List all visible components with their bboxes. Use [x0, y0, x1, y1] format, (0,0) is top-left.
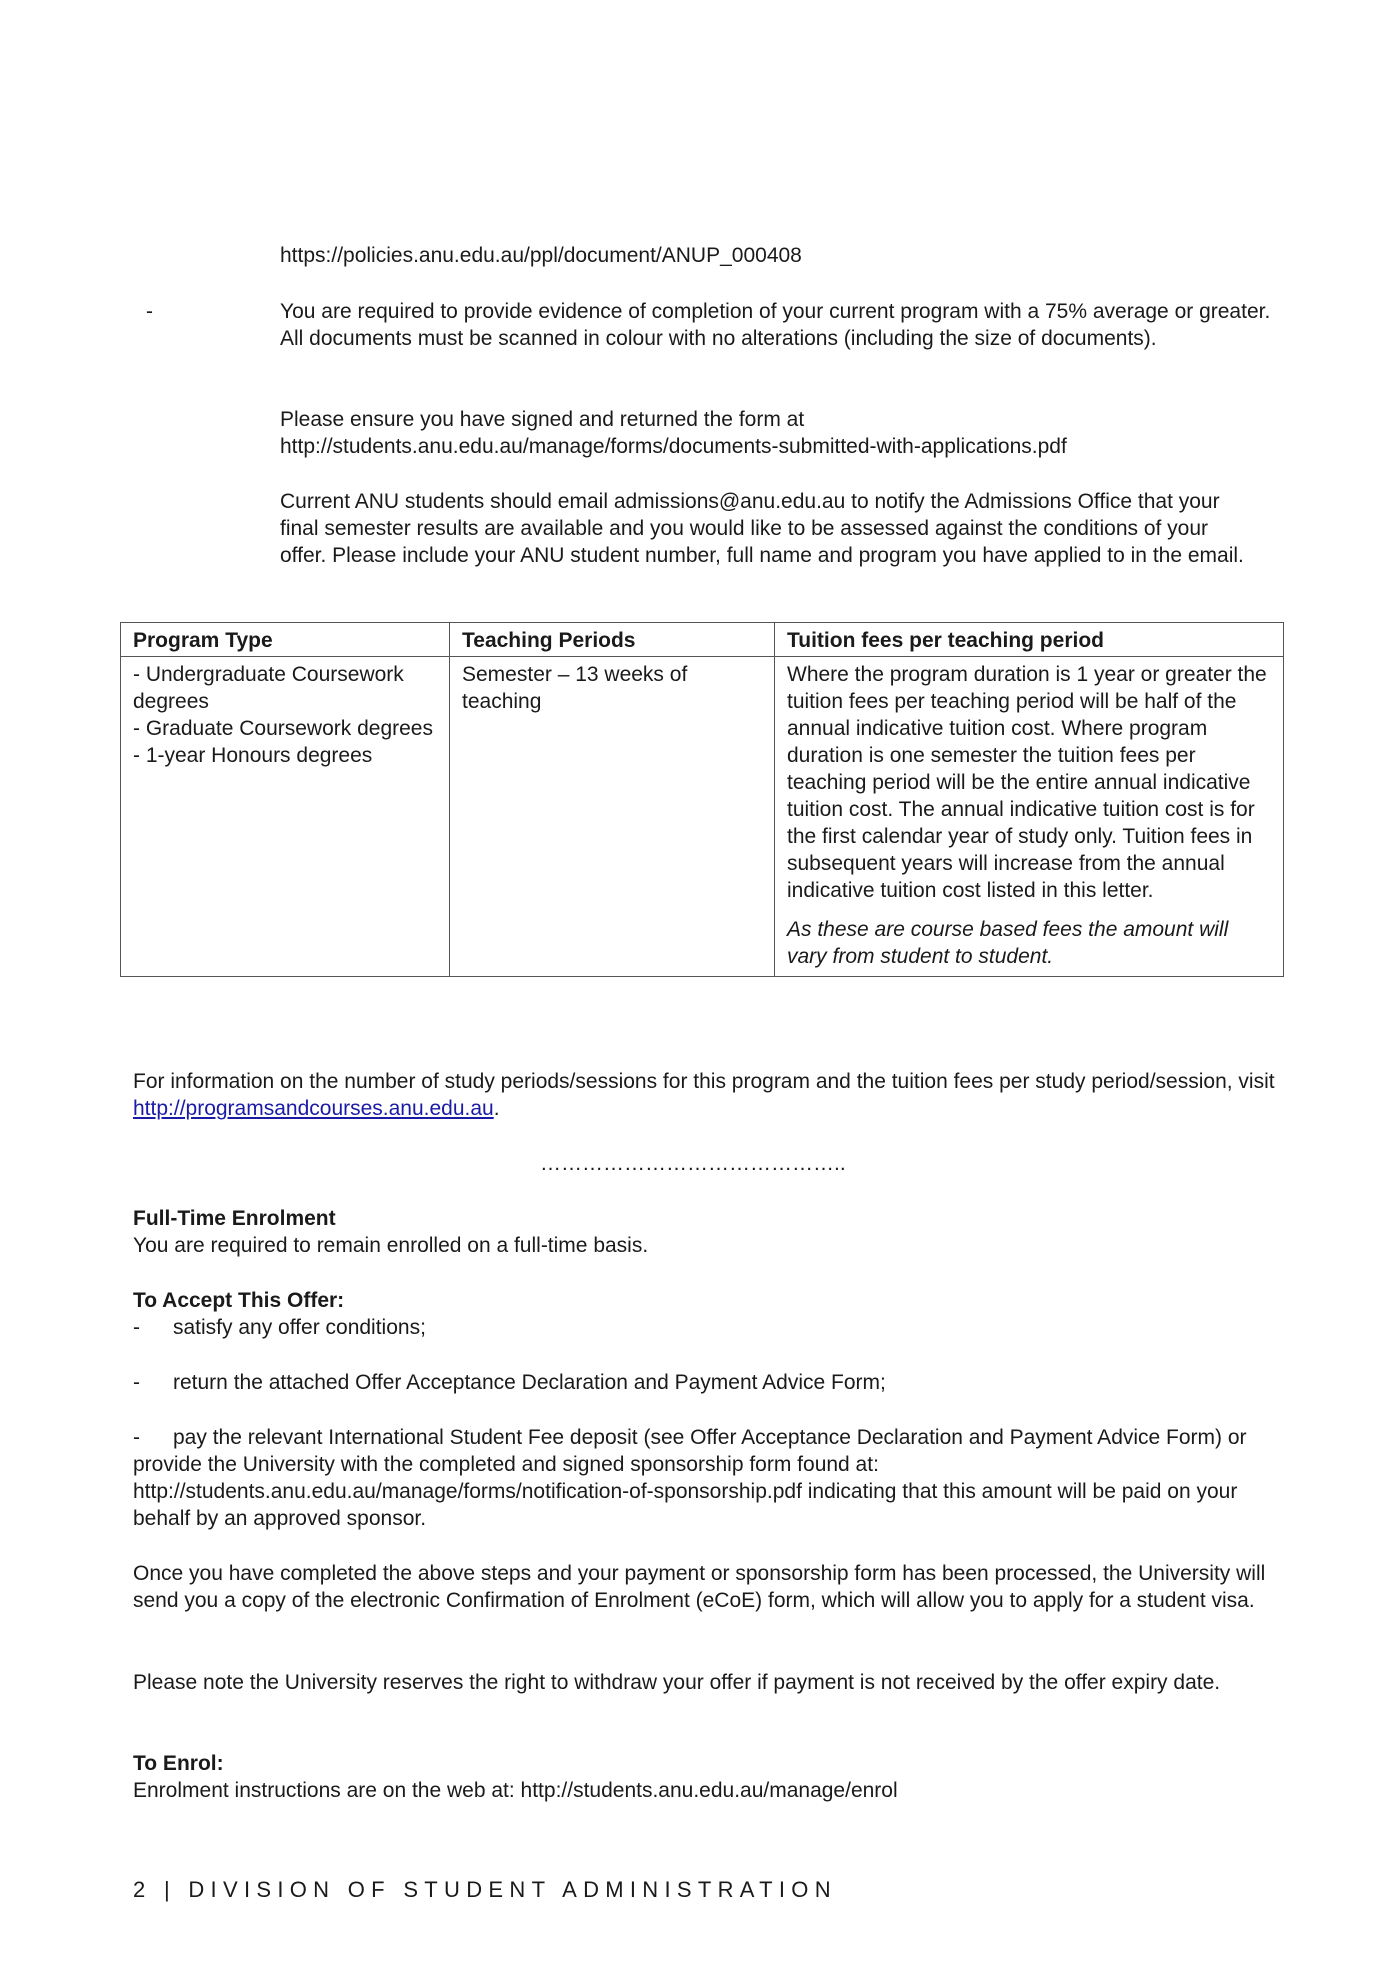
- dash: -: [133, 1426, 140, 1449]
- full-time-text: You are required to remain enrolled on a full-time basis.: [133, 1234, 649, 1257]
- header-tuition-fees: Tuition fees per teaching period: [775, 623, 1284, 657]
- full-time-heading: Full-Time Enrolment: [133, 1207, 336, 1230]
- fees-note: As these are course based fees the amount will vary from student to student.: [787, 918, 1229, 968]
- teaching-period-cell: Semester – 13 weeks of teaching: [450, 657, 775, 977]
- fees-cell: [775, 657, 1284, 977]
- step-text: satisfy any offer conditions;: [173, 1316, 426, 1339]
- form-instruction: Please ensure you have signed and returned the form at: [280, 408, 805, 431]
- header-program-type: Program Type: [121, 623, 450, 657]
- program-types-cell: [121, 657, 450, 977]
- accept-heading: To Accept This Offer:: [133, 1289, 345, 1312]
- once-paragraph: Once you have completed the above steps and your payment or sponsorship form has been processed, the University will send you a copy of the electronic Confirmation of Enrolment (eCoE) form, which will allow you to apply for a student visa.: [133, 1562, 1266, 1612]
- separator: ……………………………………..: [540, 1152, 846, 1175]
- dash: -: [133, 1316, 140, 1339]
- current-students-paragraph: Current ANU students should email admissions@anu.edu.au to notify the Admissions Office that your final semester results are available and you would like to be assessed against the conditions of your offer. Please include your ANU student number, full name and program you have applied to in the email.: [280, 490, 1244, 567]
- program-type-item: - Undergraduate Coursework degrees: [133, 663, 404, 713]
- header-teaching-periods: Teaching Periods: [450, 623, 775, 657]
- info-paragraph: [133, 1068, 1283, 1122]
- step-text: return the attached Offer Acceptance Declaration and Payment Advice Form;: [173, 1371, 886, 1394]
- page-footer: 2 | DIVISION OF STUDENT ADMINISTRATION: [133, 1877, 837, 1902]
- accept-step-2: [133, 1369, 1283, 1396]
- withdraw-paragraph: Please note the University reserves the right to withdraw your offer if payment is not received by the offer expiry date.: [133, 1671, 1221, 1694]
- enrol-text: Enrolment instructions are on the web at: http://students.anu.edu.au/manage/enrol: [133, 1779, 898, 1802]
- program-type-item: - 1-year Honours degrees: [133, 744, 373, 767]
- policy-url: https://policies.anu.edu.au/ppl/document/ANUP_000408: [280, 244, 802, 267]
- fees-text: Where the program duration is 1 year or greater the tuition fees per teaching period will be half of the annual indicative tuition cost. Where program duration is one semester the tuition fees per teaching period will be the entire annual indicative tuition cost. The annual indicative tuition cost is for the first calendar year of study only. Tuition fees in subsequent years will increase from the annual indicative tuition cost listed in this letter.: [787, 663, 1267, 902]
- programs-link[interactable]: http://programsandcourses.anu.edu.au: [133, 1097, 494, 1120]
- evidence-paragraph: You are required to provide evidence of completion of your current program with a 75% average or greater. All documents must be scanned in colour with no alterations (including the size of documents).: [280, 300, 1271, 350]
- program-type-item: - Graduate Coursework degrees: [133, 717, 433, 740]
- accept-step-1: [133, 1314, 1283, 1341]
- bullet-marker: -: [146, 300, 153, 323]
- fees-table: [120, 622, 1284, 977]
- accept-step-3: [133, 1424, 1268, 1532]
- step-text: pay the relevant International Student Fee deposit (see Offer Acceptance Declaration and Payment Advice Form) or provide the University with the completed and signed sponsorship form found at: http://students.anu.edu.au/manage/forms/notification-of-sponsorship.pdf indicating that this amount will be paid on your behalf by an approved sponsor.: [133, 1426, 1247, 1530]
- form-url: http://students.anu.edu.au/manage/forms/documents-submitted-with-applications.pdf: [280, 435, 1067, 458]
- dash: -: [133, 1371, 140, 1394]
- enrol-heading: To Enrol:: [133, 1752, 224, 1775]
- info-after: .: [493, 1097, 500, 1120]
- info-text: For information on the number of study periods/sessions for this program and the tuition fees per study period/session, visit: [133, 1070, 1275, 1093]
